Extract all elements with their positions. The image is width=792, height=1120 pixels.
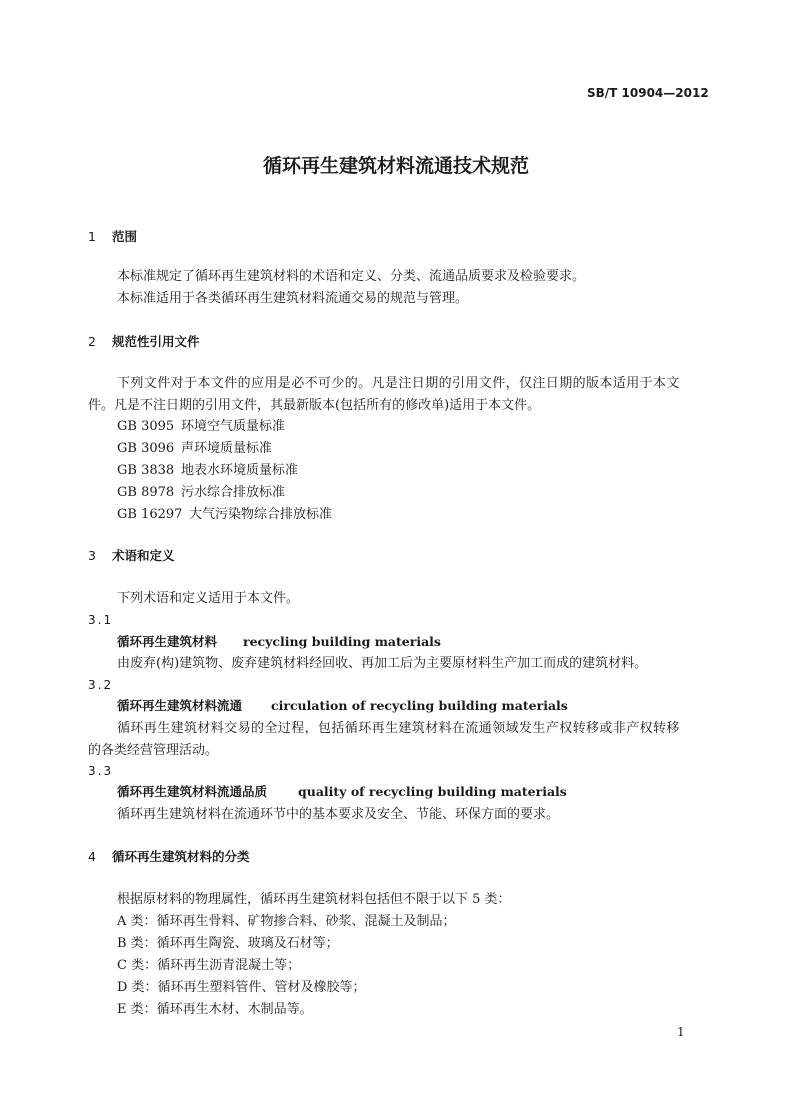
section-1-heading: 范围 — [112, 229, 138, 244]
term-number: 3.1 — [88, 613, 114, 627]
reference-code: GB 16297 — [117, 507, 183, 522]
class-item: A 类：循环再生骨料、矿物掺合料、砂浆、混凝土及制品； — [117, 914, 456, 929]
class-item: B 类：循环再生陶瓷、玻璃及石材等； — [117, 936, 339, 951]
reference-code: GB 3095 — [117, 419, 175, 434]
section-3-number: 3 — [88, 548, 96, 563]
section-4-intro: 根据原材料的物理属性，循环再生建筑材料包括但不限于以下 5 类： — [117, 892, 511, 907]
standard-code: SB/T 10904—2012 — [587, 86, 709, 100]
class-item: C 类：循环再生沥青混凝土等； — [117, 958, 301, 973]
reference-code: GB 3096 — [117, 441, 175, 456]
section-1-paragraph: 本标准规定了循环再生建筑材料的术语和定义、分类、流通品质要求及检验要求。 — [117, 269, 586, 284]
section-4-number: 4 — [88, 849, 96, 864]
section-3-intro: 下列术语和定义适用于本文件。 — [117, 591, 300, 606]
term-definition: 循环再生建筑材料在流通环节中的基本要求及安全、节能、环保方面的要求。 — [117, 807, 560, 822]
page-title: 循环再生建筑材料流通技术规范 — [262, 155, 529, 177]
term-chinese: 循环再生建筑材料流通 — [117, 698, 243, 713]
reference-name: 环境空气质量标准 — [181, 419, 286, 434]
term-definition: 循环再生建筑材料交易的全过程，包括循环再生建筑材料在流通领域发生产权转移或非产权转移 — [117, 721, 680, 736]
term-chinese: 循环再生建筑材料流通品质 — [117, 784, 268, 799]
class-item: E 类：循环再生木材、木制品等。 — [117, 1002, 313, 1017]
section-2-intro: 下列文件对于本文件的应用是必不可少的。凡是注日期的引用文件，仅注日期的版本适用于本文 — [117, 376, 680, 391]
class-item: D 类：循环再生塑料管件、管材及橡胶等； — [117, 980, 366, 995]
section-1-number: 1 — [88, 229, 96, 244]
reference-code: GB 8978 — [117, 485, 175, 500]
term-english: quality of recycling building materials — [298, 784, 567, 799]
term-english: recycling building materials — [243, 634, 441, 649]
term-english: circulation of recycling building materials — [271, 698, 568, 713]
term-definition: 的各类经营管理活动。 — [88, 743, 219, 758]
section-1-paragraph: 本标准适用于各类循环再生建筑材料流通交易的规范与管理。 — [117, 291, 469, 306]
term-definition: 由废弃(构)建筑物、废弃建筑材料经回收、再加工后为主要原材料生产加工而成的建筑材料。 — [117, 656, 648, 671]
reference-name: 声环境质量标准 — [181, 441, 273, 456]
term-chinese: 循环再生建筑材料 — [117, 634, 218, 649]
section-4-heading: 循环再生建筑材料的分类 — [112, 849, 250, 864]
section-3-heading: 术语和定义 — [112, 548, 175, 563]
page-number: 1 — [677, 1025, 685, 1039]
reference-name: 污水综合排放标准 — [181, 485, 286, 500]
section-2-number: 2 — [88, 334, 96, 349]
reference-name: 大气污染物综合排放标准 — [189, 507, 333, 522]
section-2-heading: 规范性引用文件 — [112, 334, 200, 349]
term-number: 3.2 — [88, 678, 114, 692]
reference-code: GB 3838 — [117, 463, 175, 478]
term-number: 3.3 — [88, 764, 114, 778]
reference-name: 地表水环境质量标准 — [181, 463, 299, 478]
section-2-intro: 件。凡是不注日期的引用文件，其最新版本(包括所有的修改单)适用于本文件。 — [88, 398, 541, 413]
